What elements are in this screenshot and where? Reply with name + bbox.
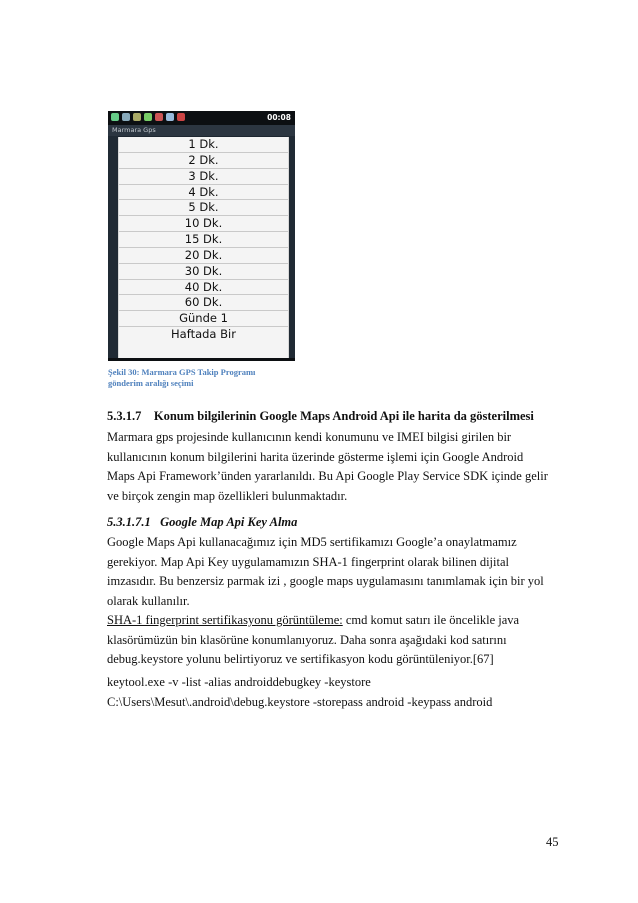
app-title-bar: Marmara Gps bbox=[108, 125, 295, 136]
paragraph-line: gerekiyor. Map Api Key uygulamamızın SHA-1 fingerprint olarak bilinen dijital bbox=[107, 554, 509, 569]
signal-icon bbox=[166, 113, 174, 121]
code-line: C:\Users\Mesut\.android\debug.keystore -storepass android -keypass android bbox=[107, 694, 493, 709]
section-number: 5.3.1.7 bbox=[107, 409, 142, 423]
paragraph-line: imzasıdır. Bu benzersiz parmak izi , google maps uygulamasını tanımlamak için bir yol bbox=[107, 574, 544, 588]
section-heading bbox=[107, 409, 534, 424]
paragraph-line: Google Maps Api kullanacağımız için MD5 sertifikamızı Google’a onaylatmamız bbox=[107, 535, 517, 549]
interval-option[interactable]: 4 Dk. bbox=[119, 185, 288, 201]
paragraph-line: kullanıcının konum bilgilerini harita üzerinde gösterme işlemi için Google Android bbox=[107, 449, 524, 464]
figure-caption-line: gönderim aralığı seçimi bbox=[108, 378, 194, 388]
interval-option[interactable]: Günde 1 bbox=[119, 311, 288, 327]
interval-option[interactable]: 3 Dk. bbox=[119, 169, 288, 185]
interval-selection-dialog bbox=[118, 137, 289, 359]
paragraph-line: olarak kullanılır. bbox=[107, 593, 190, 608]
subsection-heading bbox=[107, 515, 297, 530]
background-panel-left bbox=[108, 136, 118, 361]
interval-option[interactable]: Haftada Bir bbox=[171, 327, 236, 342]
underlined-lead: SHA-1 fingerprint sertifikasyonu görüntüleme: bbox=[107, 613, 343, 627]
interval-option[interactable]: 5 Dk. bbox=[119, 200, 288, 216]
sync-icon bbox=[133, 113, 141, 121]
figure-caption-line: Şekil 30: Marmara GPS Takip Programı bbox=[108, 367, 256, 377]
status-icons bbox=[111, 113, 185, 121]
android-icon bbox=[144, 113, 152, 121]
code-block bbox=[107, 673, 567, 712]
page-number: 45 bbox=[546, 835, 559, 849]
phone-screenshot bbox=[108, 111, 295, 361]
subsection-title: Google Map Api Key Alma bbox=[160, 515, 298, 529]
interval-option[interactable]: 15 Dk. bbox=[119, 232, 288, 248]
interval-option[interactable]: 2 Dk. bbox=[119, 153, 288, 169]
interval-option[interactable]: 1 Dk. bbox=[119, 137, 288, 153]
paragraph-line: Maps Api Framework’ünden yararlanıldı. Bu Api Google Play Service SDK içinde gelir bbox=[107, 469, 548, 483]
interval-option[interactable]: 10 Dk. bbox=[119, 216, 288, 232]
android-icon bbox=[111, 113, 119, 121]
alarm-icon bbox=[177, 113, 185, 121]
paragraph-line: ve birçok zengin map özellikleri bulunmaktadır. bbox=[107, 488, 348, 503]
interval-option[interactable]: 40 Dk. bbox=[119, 280, 288, 296]
interval-option[interactable]: 30 Dk. bbox=[119, 264, 288, 280]
section-paragraph bbox=[107, 428, 567, 506]
status-time: 00:08 bbox=[267, 113, 291, 122]
subsection-paragraph bbox=[107, 533, 567, 611]
paragraph-text: cmd komut satırı ile öncelikle java bbox=[342, 613, 520, 627]
paragraph-line bbox=[107, 611, 567, 631]
subsection-number: 5.3.1.7.1 bbox=[107, 515, 151, 529]
section-title: Konum bilgilerinin Google Maps Android Api ile harita da gösterilmesi bbox=[153, 409, 534, 423]
interval-option[interactable]: 20 Dk. bbox=[119, 248, 288, 264]
sha-paragraph bbox=[107, 611, 567, 670]
phone-bottom-edge bbox=[108, 358, 295, 361]
usb-icon bbox=[155, 113, 163, 121]
figure-caption bbox=[108, 367, 255, 389]
battery-icon bbox=[122, 113, 130, 121]
paragraph-line: klasörümüzün bin klasörüne konumlanıyoruz. Daha sonra aşağıdaki kod satırını bbox=[107, 632, 507, 647]
code-line: keytool.exe -v -list -alias androiddebugkey -keystore bbox=[107, 675, 371, 689]
paragraph-line: Marmara gps projesinde kullanıcının kendi konumunu ve IMEI bilgisi girilen bir bbox=[107, 430, 512, 444]
phone-status-bar bbox=[108, 111, 295, 125]
paragraph-line: debug.keystore yolunu belirtiyoruz ve sertifikasyon kodu görüntüleniyor.[67] bbox=[107, 652, 494, 666]
interval-option[interactable]: 60 Dk. bbox=[119, 295, 288, 311]
